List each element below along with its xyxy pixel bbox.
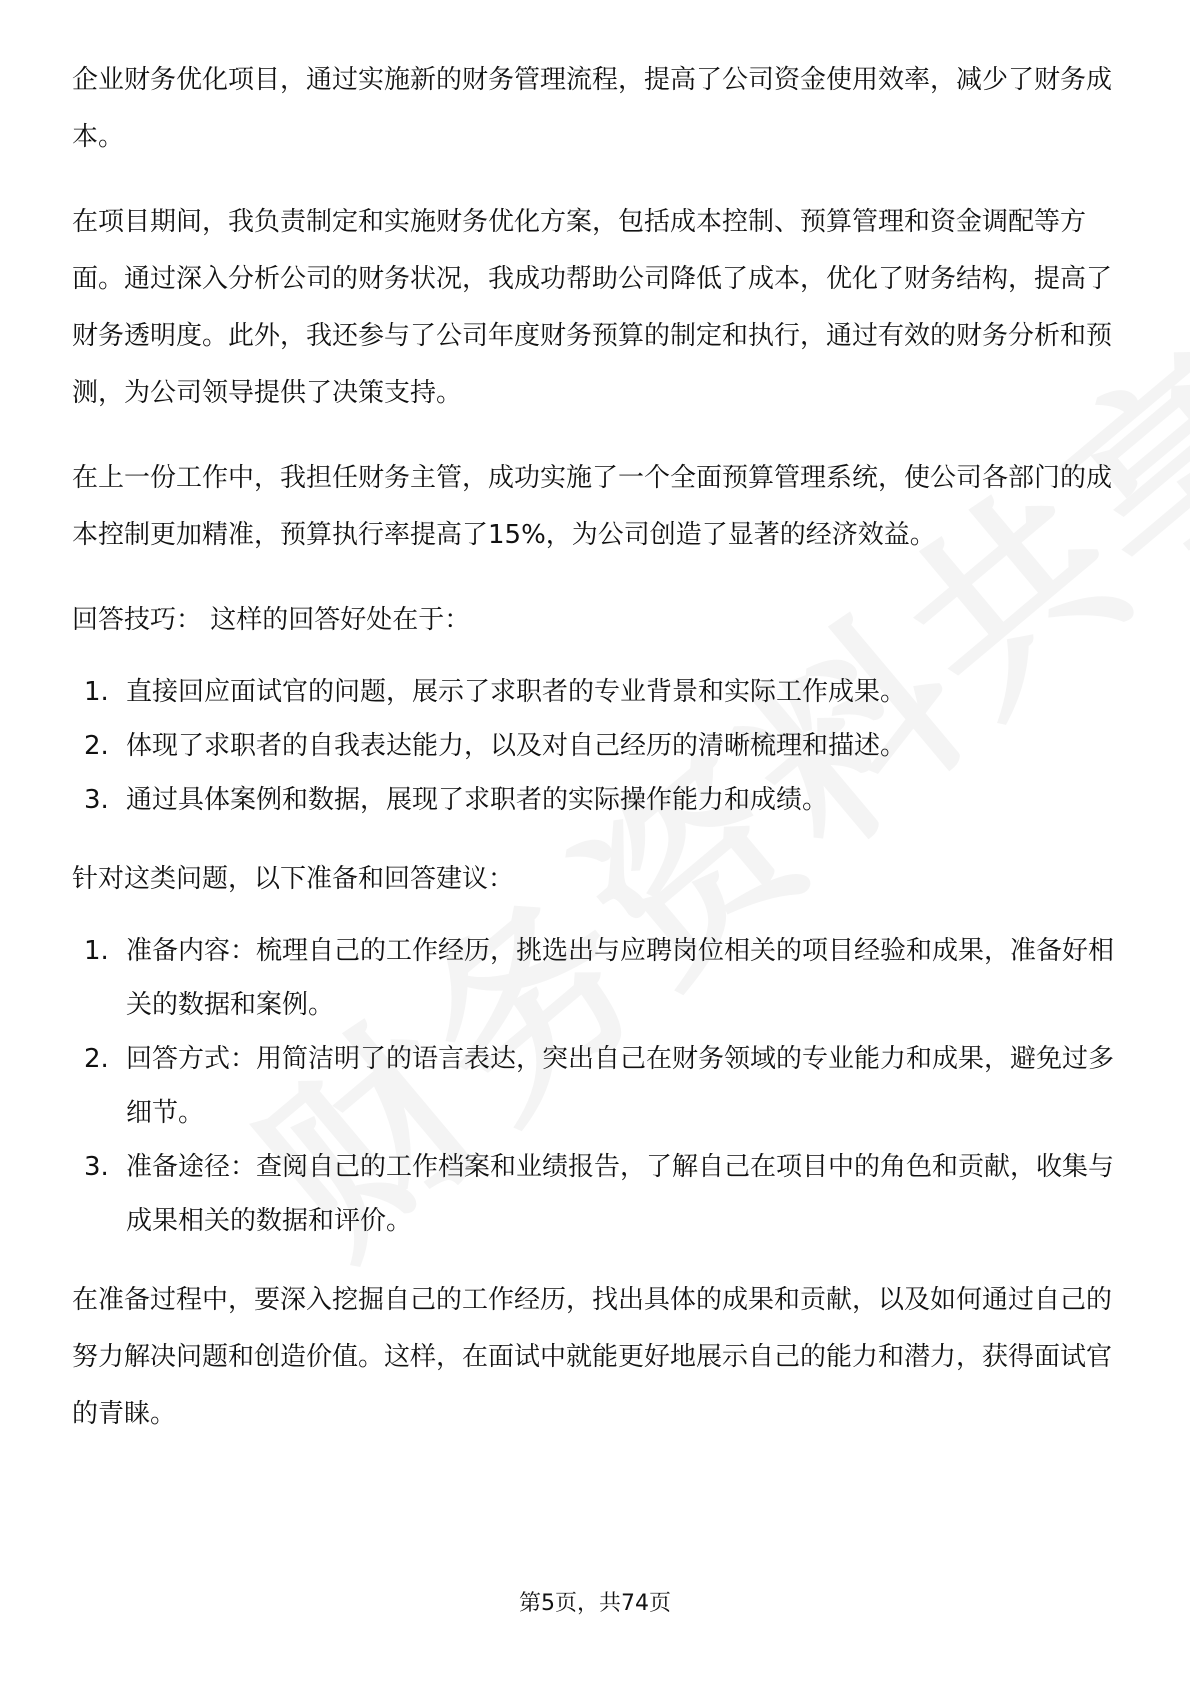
list-item [72,719,1122,773]
list-item-text: 准备途径：查阅自己的工作档案和业绩报告，了解自己在项目中的角色和贡献，收集与成果相关的数据和评价。 [126,1152,1115,1236]
paragraph-closing: 在准备过程中，要深入挖掘自己的工作经历，找出具体的成果和贡献，以及如何通过自己的努力解决问题和创造价值。这样，在面试中就能更好地展示自己的能力和潜力，获得面试官的青睐。 [72,1285,1113,1429]
advice-heading: 针对这类问题，以下准备和回答建议： [72,864,515,894]
list-item-text: 体现了求职者的自我表达能力，以及对自己经历的清晰梳理和描述。 [126,731,907,761]
list-item-text: 准备内容：梳理自己的工作经历，挑选出与应聘岗位相关的项目经验和成果，准备好相关的数据和案例。 [126,936,1115,1020]
paragraph-project-summary: 企业财务优化项目，通过实施新的财务管理流程，提高了公司资金使用效率，减少了财务成本。 [72,65,1113,152]
list-number: 3. [84,1152,109,1182]
page-number: 第5页，共74页 [519,1591,671,1616]
list-item-text: 回答方式：用简洁明了的语言表达，突出自己在财务领域的专业能力和成果，避免过多细节。 [126,1044,1115,1128]
list-item [72,1032,1122,1140]
list-item-text: 通过具体案例和数据，展现了求职者的实际操作能力和成绩。 [126,785,829,815]
paragraph-previous-job: 在上一份工作中，我担任财务主管，成功实施了一个全面预算管理系统，使公司各部门的成本控制更加精准，预算执行率提高了15%，为公司创造了显著的经济效益。 [72,463,1113,550]
document-body [72,52,1122,1471]
advice-list [72,924,1122,1248]
list-number: 1. [84,677,109,707]
list-number: 1. [84,936,109,966]
paragraph-project-details: 在项目期间，我负责制定和实施财务优化方案，包括成本控制、预算管理和资金调配等方面。通过深入分析公司的财务状况，我成功帮助公司降低了成本，优化了财务结构，提高了财务透明度。此外，我还参与了公司年度财务预算的制定和执行，通过有效的财务分析和预测，为公司领导提供了决策支持。 [72,207,1113,408]
list-item [72,924,1122,1032]
list-number: 3. [84,785,109,815]
list-number: 2. [84,1044,109,1074]
list-item-text: 直接回应面试官的问题，展示了求职者的专业背景和实际工作成果。 [126,677,907,707]
tips-heading: 回答技巧： 这样的回答好处在于： [72,605,471,635]
list-item [72,773,1122,827]
list-item [72,1140,1122,1248]
list-number: 2. [84,731,109,761]
tips-list [72,665,1122,827]
list-item [72,665,1122,719]
